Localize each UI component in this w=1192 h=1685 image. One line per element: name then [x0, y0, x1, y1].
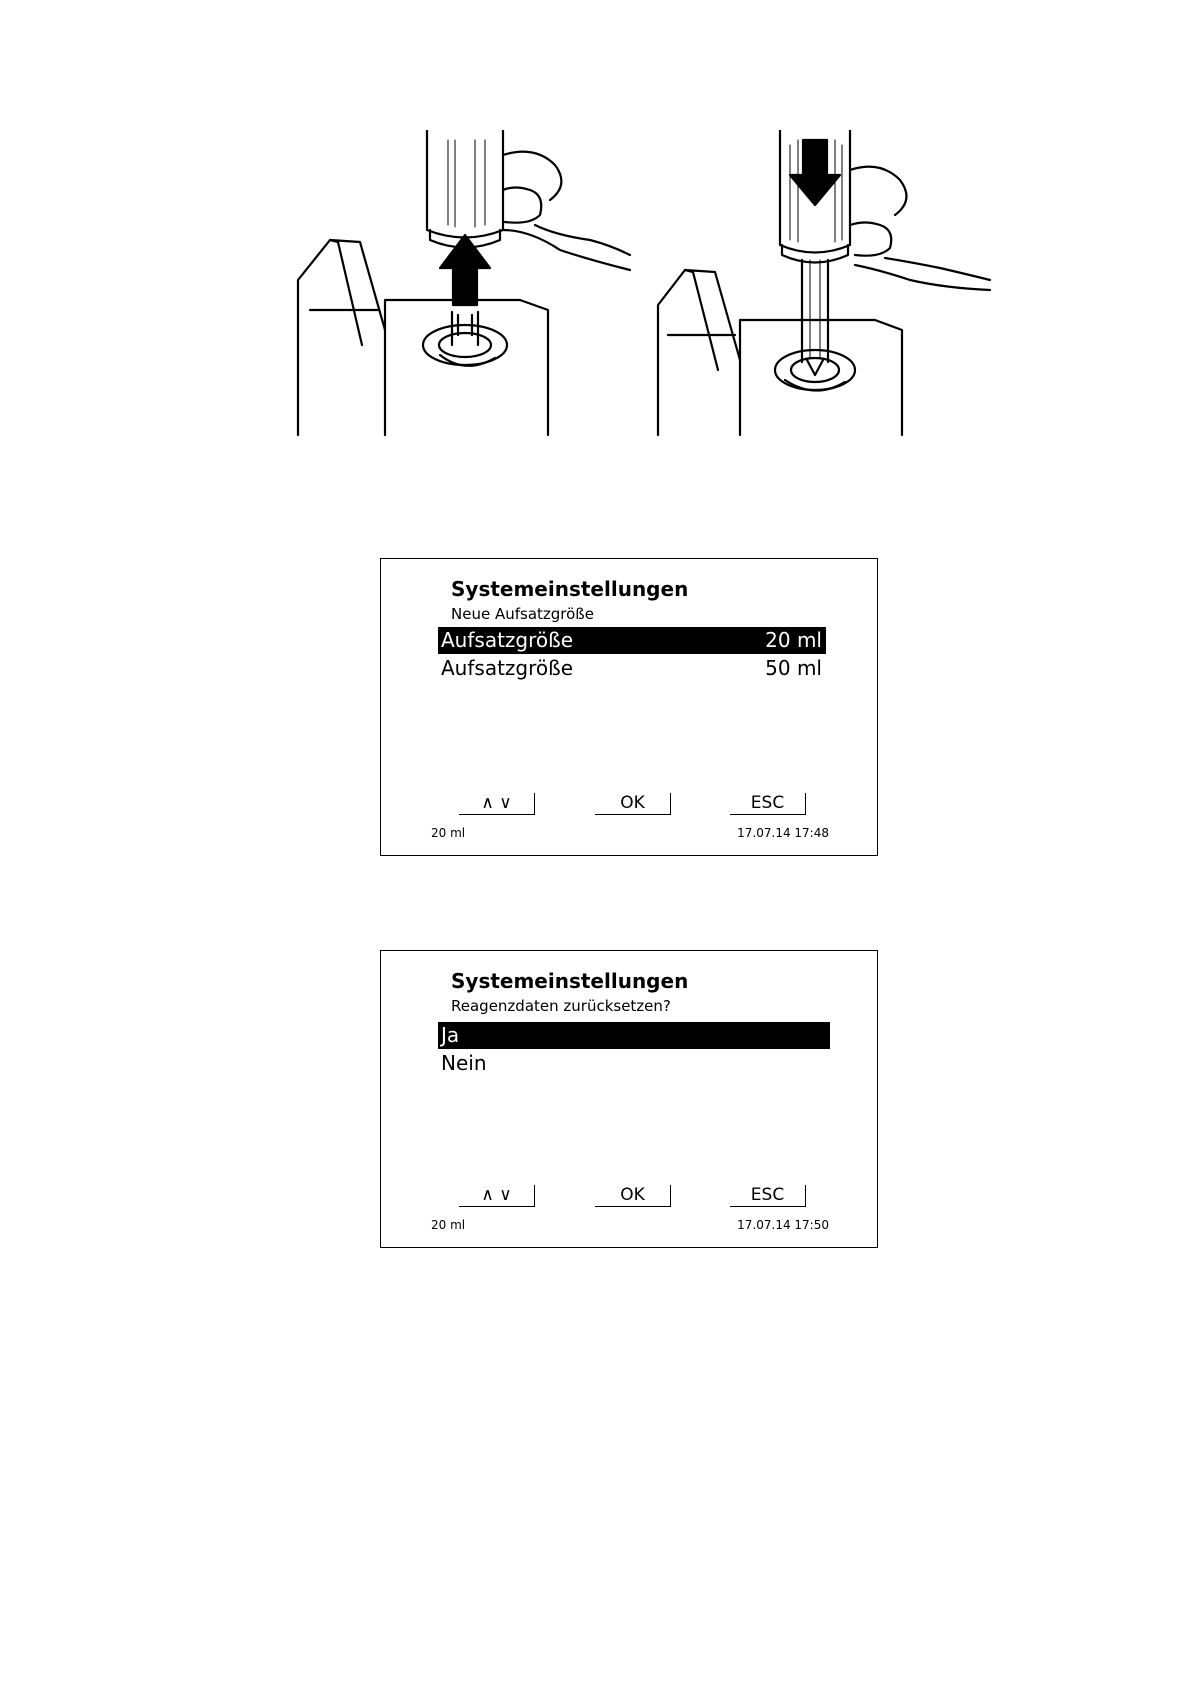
- status-datetime: 17.07.14 17:50: [737, 1218, 829, 1232]
- list-item-nein[interactable]: [438, 1050, 826, 1077]
- hand-right: [850, 167, 990, 290]
- list-item-ja[interactable]: [438, 1022, 830, 1049]
- device-base-left: [298, 240, 548, 435]
- spindle-left: [452, 312, 478, 345]
- list-item-label: Ja: [441, 1023, 460, 1047]
- screen-title: Systemeinstellungen: [451, 969, 689, 993]
- esc-button[interactable]: ESC: [730, 1185, 806, 1207]
- screen-title: Systemeinstellungen: [451, 577, 689, 601]
- attachment-illustration: [290, 130, 1030, 440]
- screen-subtitle: Neue Aufsatzgröße: [451, 605, 594, 623]
- list-item-aufsatzgroesse-50ml[interactable]: [438, 655, 826, 682]
- device-base-right: [658, 270, 902, 435]
- hand-left: [503, 152, 630, 270]
- list-item-label: Aufsatzgröße: [441, 656, 574, 680]
- status-attachment-size: 20 ml: [431, 826, 466, 840]
- navigate-up-down-button[interactable]: ∧ ∨: [459, 1185, 535, 1207]
- esc-button[interactable]: ESC: [730, 793, 806, 815]
- status-datetime: 17.07.14 17:48: [737, 826, 829, 840]
- list-item-label: Aufsatzgröße: [441, 628, 574, 652]
- list-item-value: 20 ml: [765, 628, 822, 652]
- status-attachment-size: 20 ml: [431, 1218, 466, 1232]
- device-screen-reagenzdaten: [380, 950, 878, 1248]
- list-item-value: 50 ml: [765, 656, 822, 680]
- list-item-aufsatzgroesse-20ml[interactable]: [438, 627, 826, 654]
- attachment-cylinder-left: [427, 130, 503, 248]
- ok-button[interactable]: OK: [595, 793, 671, 815]
- ok-button[interactable]: OK: [595, 1185, 671, 1207]
- device-screen-aufsatzgroesse: [380, 558, 878, 856]
- list-item-label: Nein: [441, 1051, 487, 1075]
- navigate-up-down-button[interactable]: ∧ ∨: [459, 793, 535, 815]
- screen-subtitle: Reagenzdaten zurücksetzen?: [451, 997, 671, 1015]
